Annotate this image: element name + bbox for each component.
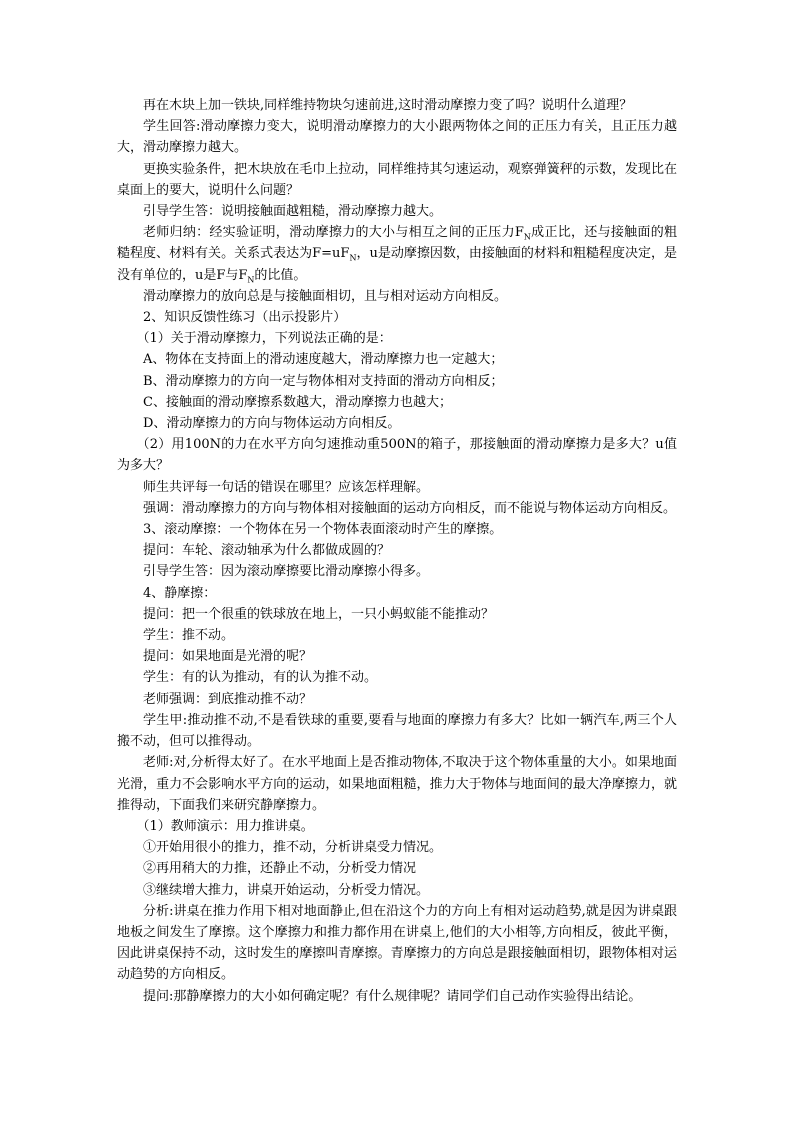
paragraph-emphasis-direction: 强调：滑动摩擦力的方向与物体相对接触面的运动方向相反，而不能说与物体运动方向相反。 bbox=[143, 500, 677, 516]
demo-step-1: ①开始用很小的推力，推不动，分析讲桌受力情况。 bbox=[143, 840, 443, 856]
exercise-1-option-a: A、物体在支持面上的滑动速度越大，滑动摩擦力也一定越大； bbox=[143, 352, 504, 368]
paragraph-joint-review: 师生共评每一句话的错误在哪里？应该怎样理解。 bbox=[143, 479, 430, 495]
exercise-1-option-c: C、接触面的滑动摩擦系数越大，滑动摩擦力也越大； bbox=[143, 394, 452, 410]
paragraph-towel-experiment: 更换实验条件，把木块放在毛巾上拉动，同样维持其匀速运动，观察弹簧秤的示数，发现比在桌面上的要大，说明什么问题？ bbox=[117, 161, 677, 198]
paragraph-teacher-analysis: 老师:对,分析得太好了。在水平地面上是否推动物体,不取决于这个物体重量的大小。如果地面光滑，重力不会影响水平方向的运动，如果地面粗糙，推力大于物体与地面间的最大净摩擦力，就推得动，下面我们来研究静摩擦力。 bbox=[117, 755, 677, 813]
paragraph-teacher-demo: （1）教师演示：用力推讲桌。 bbox=[136, 818, 314, 834]
paragraph-question-wheels: 提问：车轮、滚动轴承为什么都做成圆的？ bbox=[143, 543, 391, 559]
paragraph-analysis-static: 分析:讲桌在推力作用下相对地面静止,但在沿这个力的方向上有相对运动趋势,就是因为讲桌跟地板之间发生了摩擦。这个摩擦力和推力都作用在讲桌上,他们的大小相等,方向相反，彼此平衡，因此讲桌保持不动，这时发生的摩擦叫青摩擦。青摩擦力的方向总是跟接触面相切，跟物体相对运动趋势的方向相反。 bbox=[117, 903, 677, 983]
exercise-1-option-b: B、滑动摩擦力的方向一定与物体相对支持面的滑动方向相反； bbox=[143, 373, 504, 389]
summary-text-c: ，u是动摩擦因数，由接触面的材料和粗糙程度决定，是没有单位的，u是F与F bbox=[117, 246, 678, 283]
paragraph-teacher-emphasis: 老师强调：到底推动推不动？ bbox=[143, 691, 313, 707]
paragraph-question-static-magnitude: 提问:那静摩擦力的大小如何确定呢？有什么规律呢？请同学们自己动作实验得出结论。 bbox=[143, 988, 642, 1004]
heading-rolling-friction: 3、滚动摩擦：一个物体在另一个物体表面滚动时产生的摩擦。 bbox=[143, 522, 503, 538]
paragraph-student-cannot-push: 学生：推不动。 bbox=[143, 628, 235, 644]
paragraph-answer-rolling: 引导学生答：因为滚动摩擦要比滑动摩擦小得多。 bbox=[143, 564, 430, 580]
subscript-n-3: N bbox=[247, 275, 255, 285]
exercise-1-question: （1）关于滑动摩擦力，下列说法正确的是： bbox=[136, 331, 392, 347]
paragraph-friction-direction: 滑动摩擦力的放向总是与接触面相切，且与相对运动方向相反。 bbox=[143, 288, 508, 304]
paragraph-question-smooth-ground: 提问：如果地面是光滑的呢？ bbox=[143, 649, 313, 665]
heading-static-friction: 4、静摩擦： bbox=[143, 585, 217, 601]
paragraph-question-iron-block: 再在木块上加一铁块,同样维持物块匀速前进,这时滑动摩擦力变了吗？说明什么道理？ bbox=[143, 98, 633, 113]
summary-text-d: 的比值。 bbox=[254, 267, 307, 283]
demo-step-3: ③继续增大推力，讲桌开始运动，分析受力情况。 bbox=[143, 882, 430, 898]
demo-step-2: ②再用稍大的力推，还静止不动，分析受力情况 bbox=[143, 861, 417, 877]
paragraph-guide-roughness: 引导学生答：说明接触面越粗糙，滑动摩擦力越大。 bbox=[143, 204, 443, 220]
paragraph-student-a: 学生甲:推动推不动,不是看铁球的重要,要看与地面的摩擦力有多大？比如一辆汽车,两三个人搬不动，但可以推得动。 bbox=[117, 712, 677, 750]
subscript-n-2: N bbox=[349, 254, 357, 264]
summary-text-a: 老师归纳：经实验证明，滑动摩擦力的大小与相互之间的正压力F bbox=[143, 225, 524, 241]
paragraph-question-ant: 提问：把一个很重的铁球放在地上，一只小蚂蚁能不能推动？ bbox=[143, 606, 495, 622]
paragraph-student-opinions: 学生：有的认为推动，有的认为推不动。 bbox=[143, 670, 378, 686]
subscript-n-1: N bbox=[523, 232, 531, 242]
paragraph-student-answer-pressure: 学生回答:滑动摩擦力变大，说明滑动摩擦力的大小跟两物体之间的正压力有关，且正压力越大，滑动摩擦力越大。 bbox=[117, 119, 677, 156]
heading-feedback-exercise: 2、知识反馈性练习（出示投影片） bbox=[143, 310, 347, 326]
exercise-2-question: （2）用100N的力在水平方向匀速推动重500N的箱子，那接触面的滑动摩擦力是多大？u值为多大？ bbox=[117, 437, 677, 474]
summary-text-b: 成正比，还与接触面的粗糙程度、材料有关。关系式表达为F=uF bbox=[117, 225, 677, 262]
document-page bbox=[117, 95, 677, 1007]
paragraph-teacher-summary bbox=[117, 222, 677, 286]
exercise-1-option-d: D、滑动摩擦力的方向与物体运动方向相反。 bbox=[143, 416, 401, 432]
